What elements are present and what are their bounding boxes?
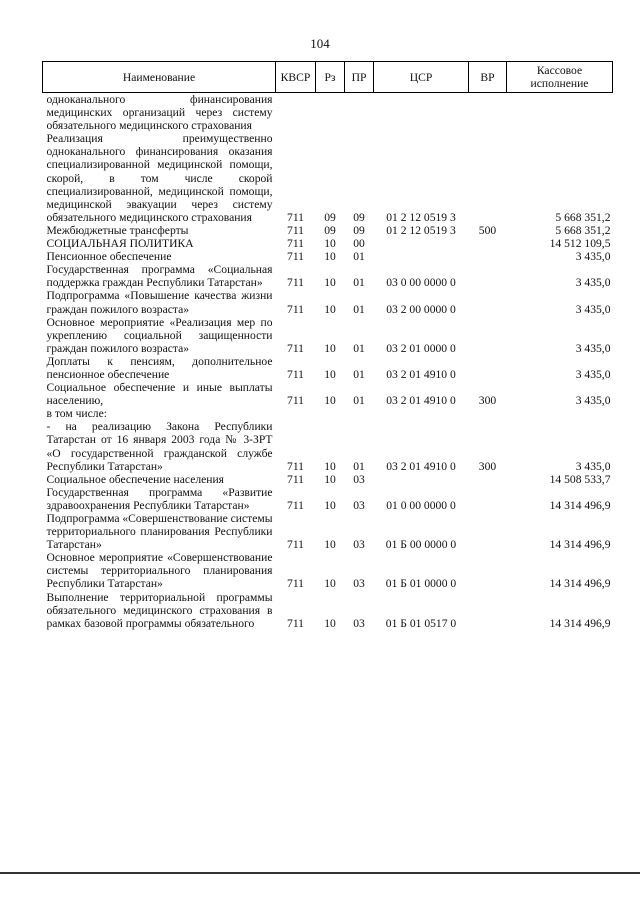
header-kvsr: КВСР [276,62,316,93]
cell-vr [469,355,507,381]
cell-pr: 01 [353,250,365,264]
cell-name: Основное мероприятие «Реализация мер по укреплению социальной защищенности граждан пожилого возраста» [46,315,273,355]
cell-pr: 03 [353,498,365,512]
cell-kvsr: 711 [287,616,304,630]
cell-rz: 09 [324,210,336,224]
cell-name: Доплаты к пенсиям, дополнительное пенсионное обеспечение [46,354,273,381]
header-vr: ВР [469,62,507,93]
table-row [43,250,613,263]
table-row [43,512,613,551]
cell-csr [374,93,469,133]
cell-rz: 09 [324,223,336,237]
cell-vr: 300 [478,459,497,473]
cell-name: Реализация преимущественно одноканального финансирования оказания специализированной медицинской помощи, скорой, в том числе скорой специализированной, медицинской помощи, медицинской эвакуации через систему обязательного медицинского страхования [46,132,273,224]
cell-kvsr: 711 [287,302,304,316]
cell-rz [316,93,345,133]
cell-kvsr: 711 [287,498,304,512]
cell-pr: 03 [353,472,365,486]
cell-vr [469,316,507,355]
cell-pr: 01 [353,341,365,355]
cell-csr: 03 2 01 4910 0 [386,459,456,473]
cell-vr [469,512,507,551]
cell-amount: 3 435,0 [575,394,611,408]
table-body [43,93,613,630]
table-row [43,381,613,407]
cell-csr: 01 Б 01 0517 0 [385,616,457,630]
cell-amount: 14 314 496,9 [549,538,611,552]
cell-amount: 3 435,0 [575,367,611,381]
cell-kvsr: 711 [287,367,304,381]
budget-table [42,61,613,630]
cell-rz: 10 [324,367,336,381]
cell-csr: 03 2 01 0000 0 [386,341,456,355]
cell-kvsr: 711 [287,577,304,591]
header-csr: ЦСР [374,62,469,93]
cell-csr [374,407,469,420]
cell-kvsr: 711 [287,237,304,251]
cell-kvsr: 711 [287,394,304,408]
cell-pr [345,407,374,420]
cell-pr: 01 [353,367,365,381]
cell-csr: 01 2 12 0519 3 [386,210,456,224]
cell-vr [469,473,507,486]
cell-pr: 01 [353,302,365,316]
cell-amount: 3 435,0 [575,302,611,316]
cell-vr [469,93,507,133]
table-row [43,289,613,315]
table-row [43,93,613,133]
cell-kvsr: 711 [287,250,304,264]
cell-csr: 01 Б 00 0000 0 [385,538,457,552]
cell-amount: 14 314 496,9 [549,577,611,591]
cell-kvsr: 711 [287,210,304,224]
cell-amount: 14 314 496,9 [549,498,611,512]
table-row [43,132,613,224]
cell-rz: 10 [324,459,336,473]
cell-kvsr: 711 [287,223,304,237]
cell-amount: 14 508 533,7 [549,472,611,486]
cell-csr [374,473,469,486]
table-row [43,224,613,237]
cell-rz: 10 [324,276,336,290]
cell-pr: 01 [353,276,365,290]
cell-csr: 03 2 01 4910 0 [386,367,456,381]
cell-name: Основное мероприятие «Совершенствование системы территориального планирования Республики Татарстан» [46,551,273,591]
cell-vr [469,591,507,630]
cell-kvsr: 711 [287,459,304,473]
table-row [43,316,613,355]
cell-kvsr [276,93,316,133]
cell-amount: 5 668 351,2 [555,210,611,224]
page-bottom-rule [0,872,640,874]
table-row [43,263,613,289]
cell-amount: 3 435,0 [575,341,611,355]
table-row [43,486,613,512]
cell-vr [469,289,507,315]
cell-kvsr: 711 [287,341,304,355]
table-row [43,237,613,250]
cell-csr: 03 2 00 0000 0 [386,302,456,316]
cell-name: Подпрограмма «Повышение качества жизни граждан пожилого возраста» [46,289,273,316]
cell-pr: 03 [353,616,365,630]
cell-rz: 10 [324,237,336,251]
cell-name: в том числе: [46,407,107,421]
cell-amount [507,93,613,133]
cell-vr [469,407,507,420]
cell-rz: 10 [324,577,336,591]
cell-name: одноканального финансирования медицинских организаций через систему обязательного медицинского страхования [46,93,273,133]
cell-name: Государственная программа «Социальная поддержка граждан Республики Татарстан» [46,263,273,290]
cell-name: - на реализацию Закона Республики Татарстан от 16 января 2003 года № 3-ЗРТ «О государственной гражданской службе Республики Татарстан» [46,420,273,473]
header-rz: Рз [316,62,345,93]
cell-pr: 03 [353,577,365,591]
table-row [43,407,613,420]
cell-rz [316,407,345,420]
table-header [43,62,613,93]
cell-amount: 3 435,0 [575,250,611,264]
cell-rz: 10 [324,341,336,355]
cell-csr: 01 2 12 0519 3 [386,223,456,237]
cell-rz: 10 [324,616,336,630]
cell-rz: 10 [324,538,336,552]
cell-csr: 01 0 00 0000 0 [386,498,456,512]
cell-rz: 10 [324,498,336,512]
cell-name: Государственная программа «Развитие здравоохранения Республики Татарстан» [46,485,273,512]
table-row [43,551,613,590]
cell-name: Межбюджетные трансферты [46,223,189,237]
cell-kvsr [276,407,316,420]
header-name: Наименование [43,62,276,93]
cell-pr: 09 [353,210,365,224]
cell-kvsr: 711 [287,472,304,486]
cell-pr: 01 [353,394,365,408]
table-row [43,355,613,381]
cell-vr [469,250,507,263]
cell-amount: 3 435,0 [575,459,611,473]
cell-pr: 00 [353,237,365,251]
budget-table-wrapper [42,61,612,630]
cell-name: Социальное обеспечение населения [46,472,225,486]
cell-pr: 01 [353,459,365,473]
header-pr: ПР [345,62,374,93]
cell-csr: 01 Б 01 0000 0 [385,577,457,591]
cell-name: Социальное обеспечение и иные выплаты населению, [46,381,273,408]
cell-vr [469,132,507,224]
cell-vr [469,551,507,590]
cell-csr: 03 0 00 0000 0 [386,276,456,290]
cell-amount: 14 314 496,9 [549,616,611,630]
cell-vr [469,237,507,250]
cell-csr [374,237,469,250]
cell-name: СОЦИАЛЬНАЯ ПОЛИТИКА [46,237,194,251]
cell-rz: 10 [324,250,336,264]
table-row [43,591,613,630]
cell-kvsr: 711 [287,276,304,290]
cell-vr: 300 [478,394,497,408]
cell-vr: 500 [478,223,497,237]
cell-pr: 03 [353,538,365,552]
cell-name: Пенсионное обеспечение [46,250,172,264]
cell-csr [374,250,469,263]
cell-amount: 5 668 351,2 [555,223,611,237]
cell-name: Выполнение территориальной программы обязательного медицинского страхования в рамках базовой программы обязательного [46,590,273,630]
table-row [43,420,613,472]
cell-rz: 10 [324,472,336,486]
cell-csr: 03 2 01 4910 0 [386,394,456,408]
table-row [43,473,613,486]
cell-rz: 10 [324,302,336,316]
cell-amount: 14 512 109,5 [549,237,611,251]
cell-vr [469,486,507,512]
header-amount: Кассовое исполнение [507,62,613,93]
cell-vr [469,263,507,289]
header-row [43,62,613,93]
cell-kvsr: 711 [287,538,304,552]
cell-name: Подпрограмма «Совершенствование системы территориального планирования Республики Татарстан» [46,512,273,552]
cell-pr [345,93,374,133]
cell-pr: 09 [353,223,365,237]
cell-amount [507,407,613,420]
cell-rz: 10 [324,394,336,408]
page-number: 104 [310,36,330,51]
cell-amount: 3 435,0 [575,276,611,290]
